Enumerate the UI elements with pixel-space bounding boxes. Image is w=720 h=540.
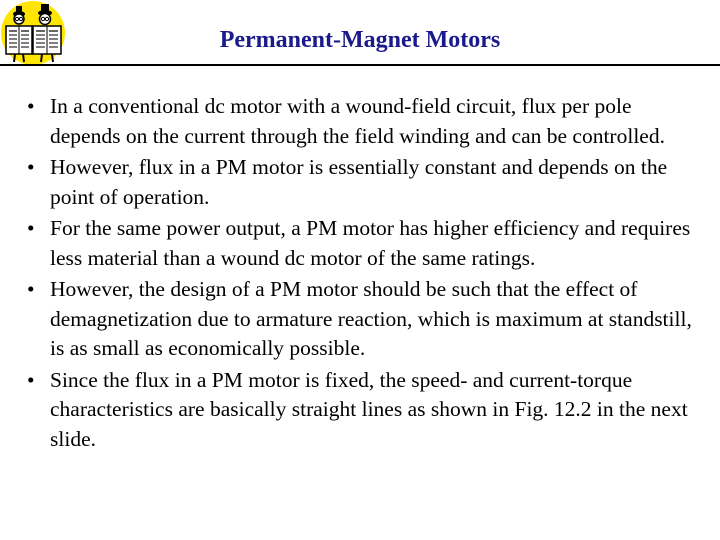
bullet-text: For the same power output, a PM motor has higher efficiency and requires less material than a wound dc motor of the same ratings. [50, 216, 691, 270]
bullet-item [27, 275, 699, 364]
bullet-marker: • [27, 155, 35, 179]
newspaper-reading-figures-icon [0, 0, 72, 66]
slide-title: Permanent-Magnet Motors [219, 27, 501, 53]
bullet-item [27, 153, 699, 212]
bullet-marker: • [27, 94, 35, 118]
bullet-list [27, 92, 699, 456]
bullet-text: However, flux in a PM motor is essentially constant and depends on the point of operation. [50, 155, 668, 209]
title-divider [0, 64, 720, 66]
bullet-item [27, 92, 699, 151]
bullet-marker: • [27, 277, 35, 301]
bullet-text: Since the flux in a PM motor is fixed, the speed- and current-torque characteristics are basically straight lines as shown in Fig. 12.2 in the next slide. [50, 367, 688, 451]
bullet-text: However, the design of a PM motor should be such that the effect of demagnetization due to armature reaction, which is maximum at standstill, is as small as economically possible. [50, 277, 692, 360]
bullet-item [27, 214, 699, 273]
bullet-marker: • [27, 367, 35, 392]
bullet-text: In a conventional dc motor with a wound-field circuit, flux per pole depends on the current through the field winding and can be controlled. [50, 94, 665, 148]
bullet-item [27, 366, 699, 455]
bullet-marker: • [27, 216, 35, 240]
